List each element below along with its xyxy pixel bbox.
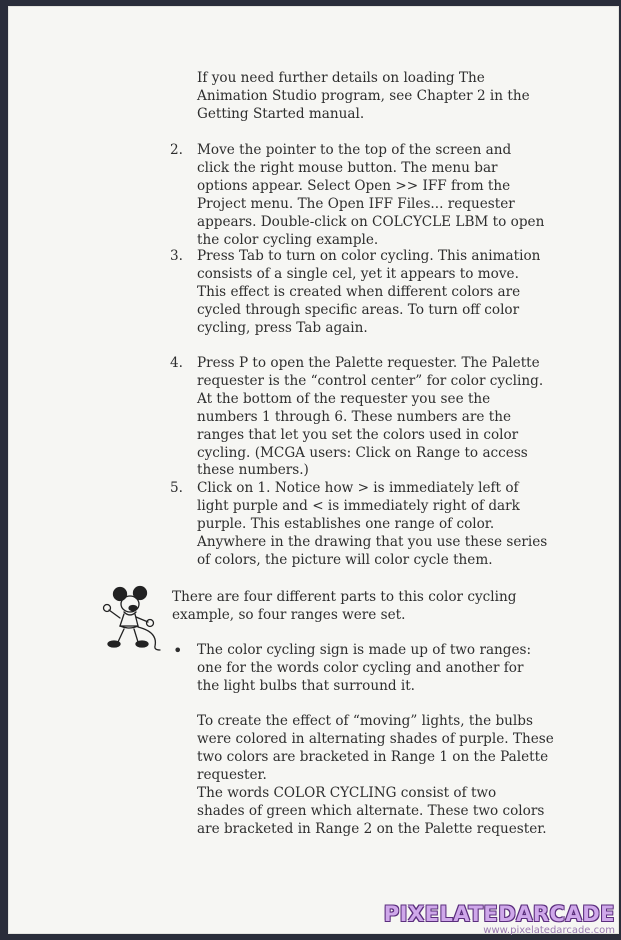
step-4-number: 4.: [170, 355, 183, 371]
step-5-number: 5.: [170, 480, 183, 496]
watermark: [384, 903, 615, 936]
step-2-number: 2.: [170, 142, 183, 158]
mickey-mouse-icon: [100, 584, 168, 652]
step-2-text: Move the pointer to the top of the screen and click the right mouse button. The menu bar options appear. Select Open >> IFF from the Project menu. The Open IFF Files... requester appears. Double-click on COLCYCLE LBM to open the color cycling example.: [197, 142, 545, 248]
step-3-text: Press Tab to turn on color cycling. This animation consists of a single cel, yet it appears to move. This effect is created when different colors are cycled through specific areas. To turn off color cycling, press Tab again.: [197, 248, 541, 336]
note-paragraph: There are four different parts to this color cycling example, so four ranges were set.: [172, 589, 517, 623]
bullet-marker: •: [173, 641, 183, 660]
watermark-logo: PIXELATEDARCADE: [383, 902, 615, 926]
document-page: [8, 6, 619, 934]
bullet-item-3: The words COLOR CYCLING consist of two shades of green which alternate. These two colors are bracketed in Range 2 on the Palette requester.: [197, 785, 547, 837]
step-4-text: Press P to open the Palette requester. The Palette requester is the “control center” for color cycling. At the bottom of the requester you see the numbers 1 through 6. These numbers are the ranges that let you set the colors used in color cycling. (MCGA users: Click on Range to access these numbers.): [197, 355, 544, 479]
bullet-item-2: To create the effect of “moving” lights, the bulbs were colored in alternating shades of purple. These two colors are bracketed in Range 1 on the Palette requester.: [197, 713, 554, 783]
bullet-item-1: The color cycling sign is made up of two ranges: one for the words color cycling and another for the light bulbs that surround it.: [197, 642, 532, 694]
step-3-number: 3.: [170, 248, 183, 264]
intro-paragraph: If you need further details on loading The Animation Studio program, see Chapter 2 in the Getting Started manual.: [197, 70, 530, 122]
step-5-text: Click on 1. Notice how > is immediately left of light purple and < is immediately right of dark purple. This establishes one range of color. Anywhere in the drawing that you use these series of colors, the picture will color cycle them.: [197, 480, 548, 568]
watermark-url: www.pixelatedarcade.com: [483, 925, 615, 936]
